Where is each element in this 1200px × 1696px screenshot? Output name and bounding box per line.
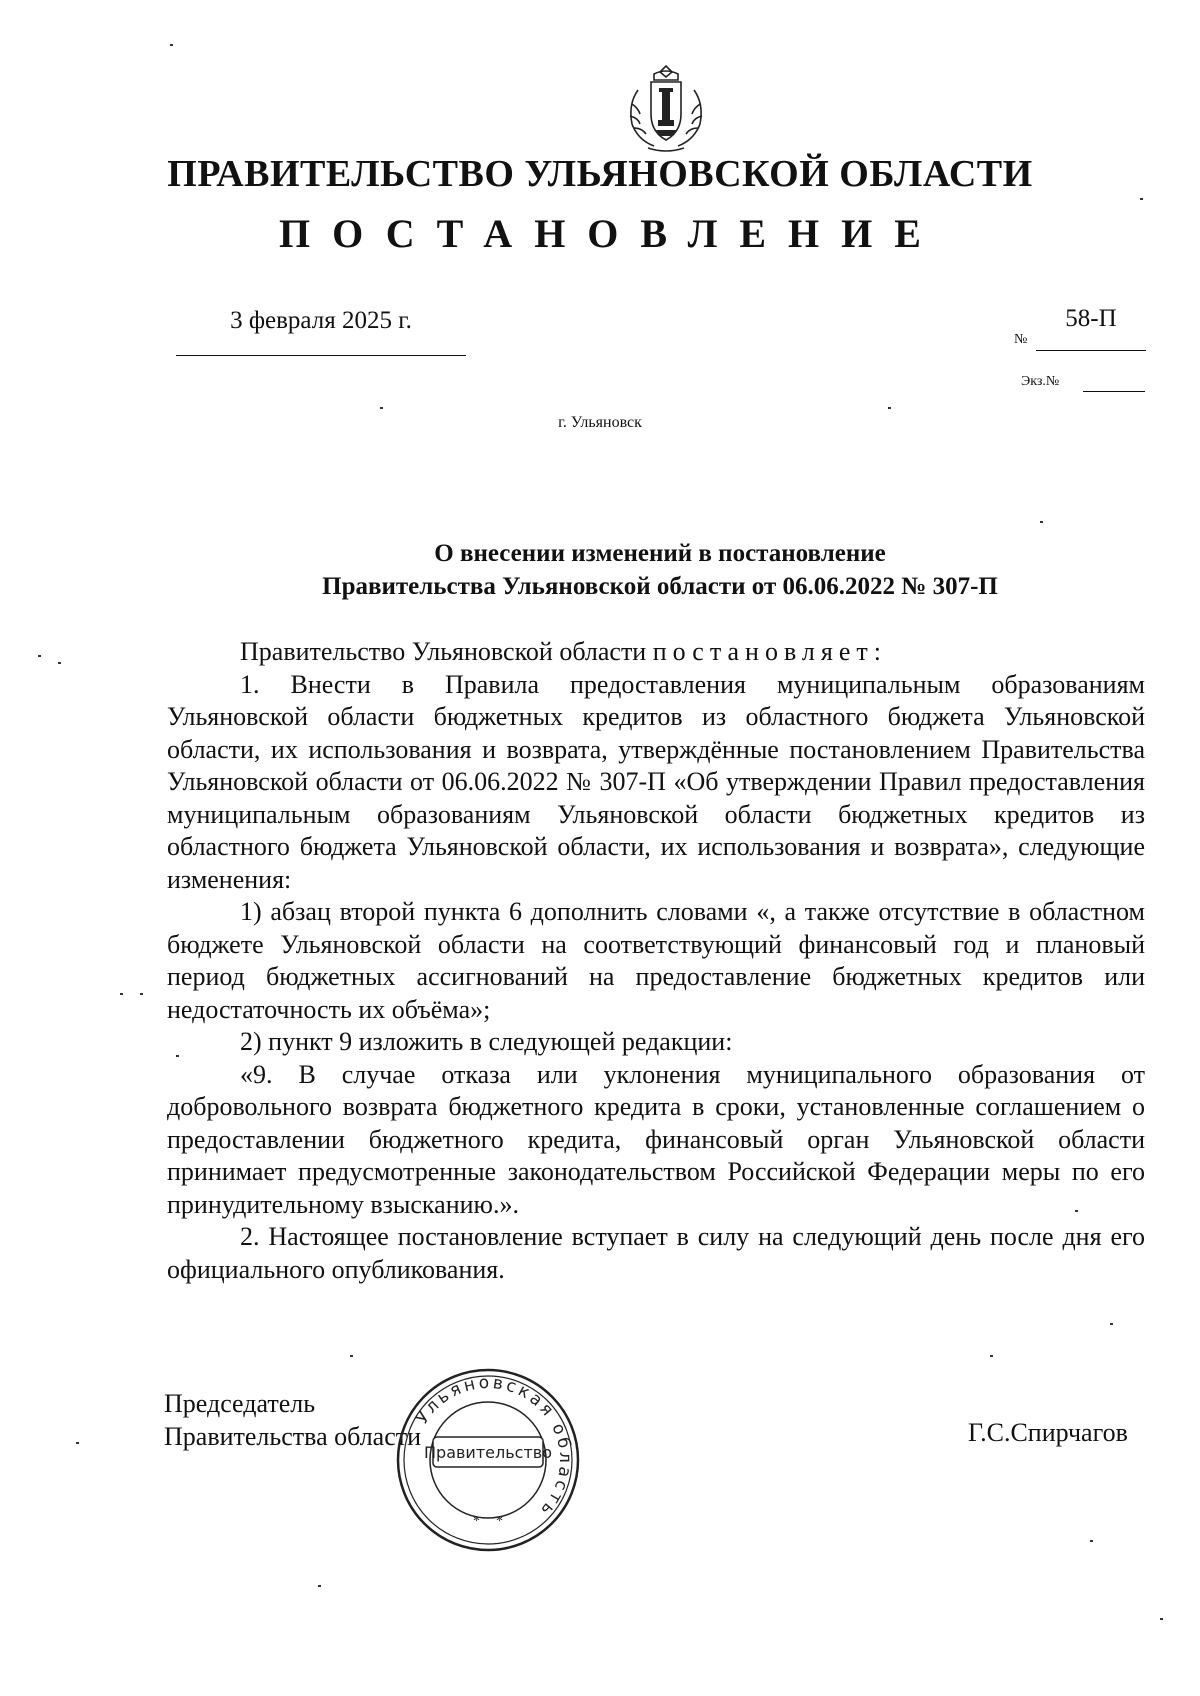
date-underline <box>176 355 466 356</box>
official-seal-stamp <box>393 1365 583 1555</box>
document-type-title: ПОСТАНОВЛЕНИЕ <box>279 211 943 256</box>
scan-speck <box>170 44 173 46</box>
scan-speck <box>120 993 123 995</box>
paragraph-1: 1. Внести в Правила предоставления муниципальным образованиям Ульяновской области бюджетных кредитов из областного бюджета Ульяновской области, их использования и возврата, утверждённые постановлением Правительства Ульяновской области от 06.06.2022 № 307-П «Об утверждении Правил предоставления муниципальным образованиям Ульяновской области бюджетных кредитов из областного бюджета Ульяновской области, их использования и возврата», следующие изменения: <box>167 669 1145 894</box>
scan-speck <box>76 1442 79 1444</box>
scan-speck <box>140 993 143 995</box>
scan-speck <box>38 655 41 657</box>
scan-speck <box>350 1355 353 1357</box>
signatory-role <box>164 1387 421 1453</box>
scan-speck <box>1075 1210 1078 1212</box>
scan-speck <box>318 1585 321 1587</box>
scan-speck <box>1040 521 1043 523</box>
paragraph-1-item-2-quote: «9. В случае отказа или уклонения муниципального образования от добровольного возврата бюджетного кредита в сроки, установленные соглашением о предоставлении бюджетного кредита, финансовый орган Ульяновской области принимает предусмотренные законодательством Российской Федерации меры по его принудительному взысканию.». <box>167 1059 1145 1219</box>
scan-speck <box>1140 198 1143 200</box>
scan-speck <box>1090 1540 1093 1542</box>
intro-prefix: Правительство Ульяновской области <box>240 637 653 666</box>
subject-line-2: Правительства Ульяновской области от 06.06.2022 № 307-П <box>322 573 998 600</box>
government-title: ПРАВИТЕЛЬСТВО УЛЬЯНОВСКОЙ ОБЛАСТИ <box>167 153 1033 195</box>
intro-paragraph <box>167 636 1145 669</box>
paragraph-1-item-2: 2) пункт 9 изложить в следующей редакции: <box>240 1027 733 1056</box>
svg-text:*: * <box>496 1514 503 1529</box>
svg-text:*: * <box>473 1514 480 1529</box>
city-name: г. Ульяновск <box>558 414 642 431</box>
scan-speck <box>888 407 891 409</box>
signatory-name: Г.С.Спирчагов <box>968 1418 1128 1447</box>
scan-speck <box>380 407 383 409</box>
document-number: 58-П <box>1065 305 1117 332</box>
seal-inner-text: Правительство <box>424 1443 552 1462</box>
number-label: № <box>1014 332 1028 347</box>
scan-speck <box>990 1355 993 1357</box>
signatory-role-line-1: Председатель <box>164 1389 316 1418</box>
document-body <box>167 636 1145 1286</box>
document-subject <box>150 537 1170 603</box>
copy-number-underline <box>1083 391 1145 392</box>
paragraph-1-item-1: 1) абзац второй пункта 6 дополнить словами «, а также отсутствие в областном бюджете Ульяновской области на соответствующий финансовый год и плановый период бюджетных ассигнований на предоставление бюджетных кредитов или недостаточность их объёма»; <box>167 897 1145 1024</box>
intro-spaced-verb: постановляет: <box>652 637 887 666</box>
scan-speck <box>58 662 61 664</box>
paragraph-2: 2. Настоящее постановление вступает в силу на следующий день после дня его официального опубликования. <box>167 1222 1145 1284</box>
scan-speck <box>1110 1323 1113 1325</box>
scan-speck <box>176 1055 179 1057</box>
seal-outer-text: Ульяновская область <box>412 1372 576 1522</box>
signatory-role-line-2: Правительства области <box>164 1422 422 1451</box>
subject-line-1: О внесении изменений в постановление <box>434 540 886 567</box>
copy-number-label: Экз.№ <box>1021 374 1060 389</box>
document-date: 3 февраля 2025 г. <box>230 307 412 334</box>
coat-of-arms-icon <box>618 60 714 156</box>
number-underline <box>1036 350 1146 351</box>
scan-speck <box>1160 1618 1163 1620</box>
